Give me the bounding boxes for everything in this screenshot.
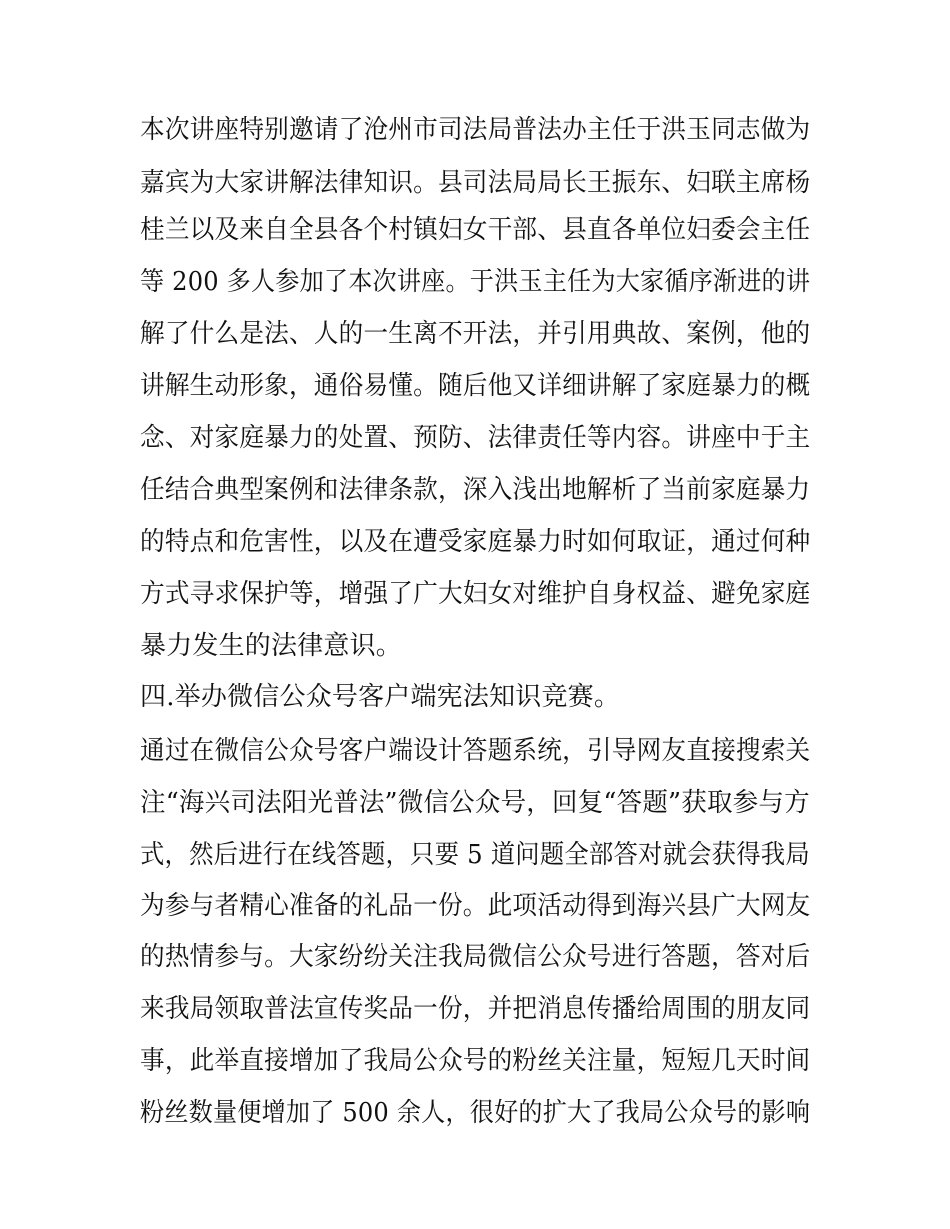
paragraph-line: 为参与者精心准备的礼品一份。此项活动得到海兴县广大网友	[140, 891, 811, 921]
paragraph-line: 事，此举直接增加了我局公众号的粉丝关注量，短短几天时间	[140, 1046, 811, 1076]
paragraph-line: 暴力发生的法律意识。	[140, 631, 403, 661]
section-heading: 四.举办微信公众号客户端宪法知识竞赛。	[140, 682, 621, 712]
paragraph-line: 粉丝数量便增加了 500 余人，很好的扩大了我局公众号的影响	[140, 1098, 811, 1128]
paragraph-line: 解了什么是法、人的一生离不开法，并引用典故、案例，他的	[140, 319, 811, 349]
paragraph-line: 念、对家庭暴力的处置、预防、法律责任等内容。讲座中于主	[140, 423, 811, 453]
paragraph-line: 桂兰以及来自全县各个村镇妇女干部、县直各单位妇委会主任	[140, 215, 811, 245]
paragraph-line: 的特点和危害性，以及在遭受家庭暴力时如何取证，通过何种	[140, 527, 811, 557]
paragraph-line: 任结合典型案例和法律条款，深入浅出地解析了当前家庭暴力	[140, 475, 811, 505]
paragraph-line: 注“海兴司法阳光普法”微信公众号，回复“答题”获取参与方	[140, 788, 810, 818]
paragraph-line: 的热情参与。大家纷纷关注我局微信公众号进行答题，答对后	[140, 942, 811, 972]
paragraph-line: 通过在微信公众号客户端设计答题系统，引导网友直接搜索关	[140, 736, 811, 766]
paragraph-line: 等 200 多人参加了本次讲座。于洪玉主任为大家循序渐进的讲	[140, 267, 811, 297]
paragraph-line: 嘉宾为大家讲解法律知识。县司法局局长王振东、妇联主席杨	[140, 168, 811, 198]
paragraph-line: 本次讲座特别邀请了沧州市司法局普法办主任于洪玉同志做为	[140, 115, 811, 145]
paragraph-line: 方式寻求保护等，增强了广大妇女对维护自身权益、避免家庭	[140, 579, 811, 609]
paragraph-line: 讲解生动形象，通俗易懂。随后他又详细讲解了家庭暴力的概	[140, 371, 811, 401]
paragraph-line: 式，然后进行在线答题，只要 5 道问题全部答对就会获得我局	[140, 840, 810, 870]
paragraph-line: 来我局领取普法宣传奖品一份，并把消息传播给周围的朋友同	[140, 994, 811, 1024]
